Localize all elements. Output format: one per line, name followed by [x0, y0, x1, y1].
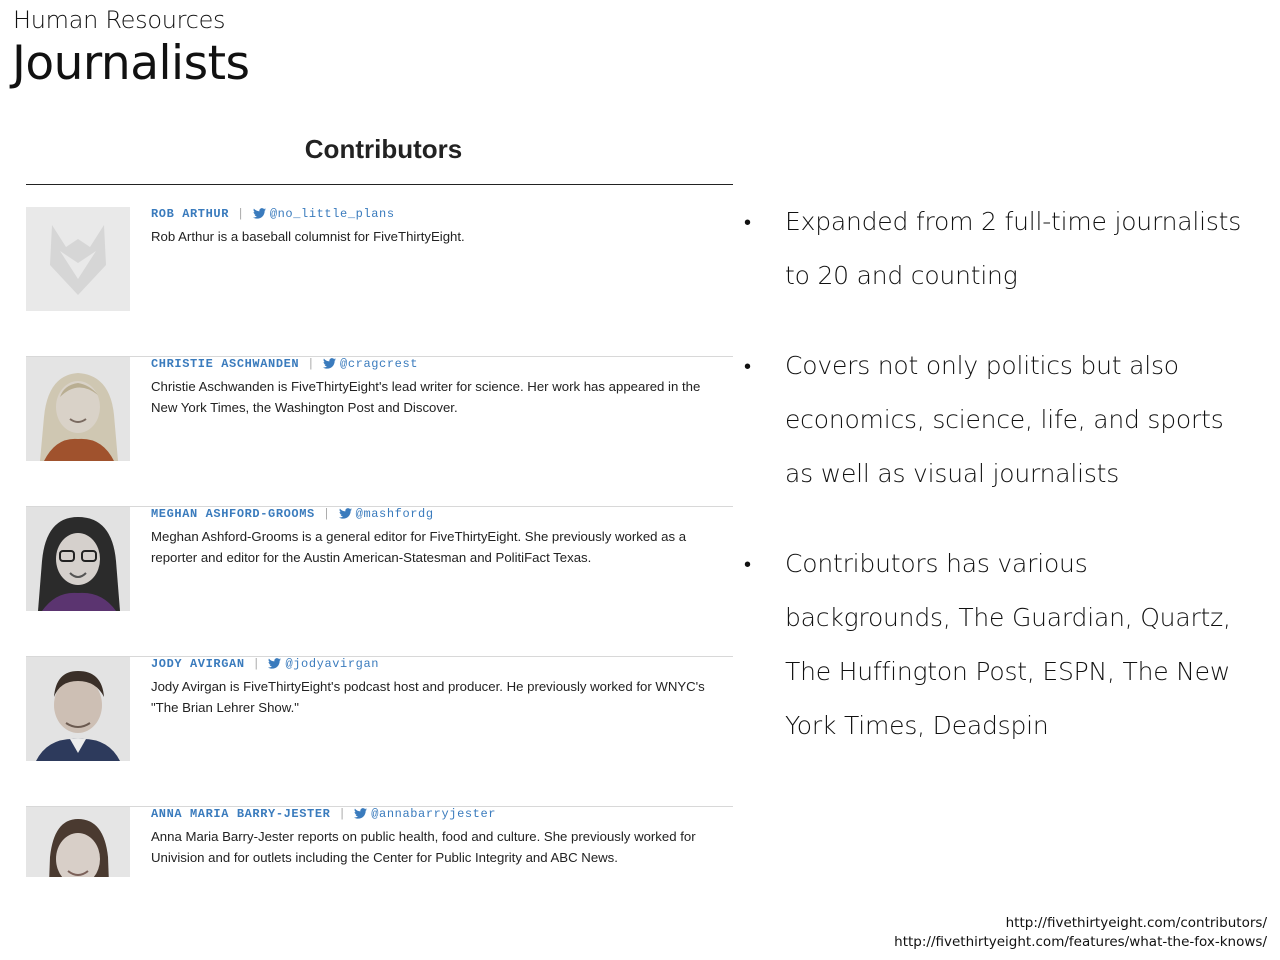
fox-placeholder-avatar [26, 207, 130, 311]
contributor-name[interactable]: ANNA MARIA BARRY-JESTER [151, 807, 331, 821]
source-link-contributors[interactable]: http://fivethirtyeight.com/contributors/ [1005, 915, 1267, 931]
twitter-handle-link[interactable]: @cragcrest [340, 357, 419, 371]
source-link-fox-knows[interactable]: http://fivethirtyeight.com/features/what-the-fox-knows/ [894, 934, 1267, 950]
separator: | [338, 807, 347, 821]
twitter-bird-icon [354, 808, 367, 823]
separator: | [322, 507, 331, 521]
contributor-name[interactable]: ROB ARTHUR [151, 207, 230, 221]
contributor-bio: Anna Maria Barry-Jester reports on public health, food and culture. She previously worked for Univision and for outlets including the Center for Public Integrity and ABC News. [151, 829, 696, 865]
contributor-bio: Rob Arthur is a baseball columnist for FiveThirtyEight. [151, 229, 465, 244]
slide-title: Journalists [12, 36, 250, 91]
contributor-entry [26, 657, 733, 807]
twitter-bird-icon [339, 508, 352, 523]
contributor-bio: Jody Avirgan is FiveThirtyEight's podcast host and producer. He previously worked for WNYC's "The Brian Lehrer Show." [151, 679, 705, 715]
contributor-bio: Meghan Ashford-Grooms is a general editor for FiveThirtyEight. She previously worked as a reporter and editor for the Austin American-Statesman and PolitiFact Texas. [151, 529, 687, 565]
contributor-name[interactable]: CHRISTIE ASCHWANDEN [151, 357, 300, 371]
contributors-heading: Contributors [304, 134, 463, 164]
bullet-marker: • [744, 552, 751, 576]
source-links [894, 914, 1267, 952]
heading-rule [26, 184, 733, 185]
bullet-marker: • [744, 354, 751, 378]
contributor-bio: Christie Aschwanden is FiveThirtyEight's lead writer for science. Her work has appeared in the New York Times, the Washington Post and Discover. [151, 379, 701, 415]
contributor-entry [26, 807, 733, 877]
contributor-name[interactable]: JODY AVIRGAN [151, 657, 245, 671]
separator: | [237, 207, 245, 221]
bullet-text: Expanded from 2 full-time journalists to 20 and counting [785, 207, 1242, 290]
contributor-photo [26, 507, 130, 611]
contributor-entry [26, 507, 733, 657]
twitter-bird-icon [268, 658, 281, 673]
contributor-entry [26, 357, 733, 507]
bullet-text: Contributors has various backgrounds, The Guardian, Quartz, The Huffington Post, ESPN, The New York Times, Deadspin [785, 549, 1231, 740]
contributor-entry [26, 207, 733, 357]
separator: | [252, 657, 261, 671]
twitter-handle-link[interactable]: @annabarryjester [371, 807, 497, 821]
bullet-marker: • [744, 210, 751, 234]
contributor-photo [26, 807, 130, 877]
slide-subtitle: Human Resources [13, 6, 226, 34]
twitter-handle-link[interactable]: @mashfordg [355, 507, 434, 521]
contributors-screenshot [26, 120, 733, 877]
separator: | [307, 357, 316, 371]
twitter-handle-link[interactable]: @jodyavirgan [285, 657, 380, 671]
twitter-bird-icon [253, 208, 266, 223]
bullet-text: Covers not only politics but also economics, science, life, and sports as well as visual journalists [785, 351, 1224, 488]
contributor-photo [26, 357, 130, 461]
twitter-handle-link[interactable]: @no_little_plans [269, 207, 395, 221]
twitter-bird-icon [323, 358, 336, 373]
contributor-name[interactable]: MEGHAN ASHFORD-GROOMS [151, 507, 315, 521]
contributor-photo [26, 657, 130, 761]
